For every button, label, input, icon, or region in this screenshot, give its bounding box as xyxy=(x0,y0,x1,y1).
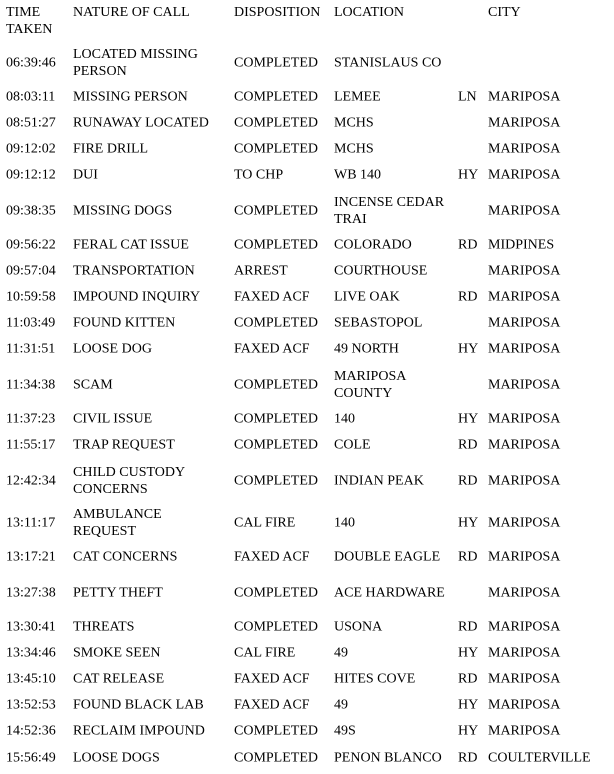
table-row xyxy=(0,110,614,136)
table-row xyxy=(0,136,614,162)
cell-city: MARIPOSA xyxy=(488,377,561,393)
table-row xyxy=(0,284,614,310)
cell-city: MARIPOSA xyxy=(488,437,561,453)
cell-location: 49 xyxy=(334,697,348,713)
cell-city: MARIPOSA xyxy=(488,141,561,157)
cell-time: 12:42:34 xyxy=(6,473,56,489)
cell-street-suffix: RD xyxy=(458,473,478,489)
cell-nature-of-call: CAT CONCERNS xyxy=(73,549,178,565)
cell-city: MARIPOSA xyxy=(488,263,561,279)
cell-disposition: FAXED ACF xyxy=(234,697,310,713)
cell-nature-of-call: AMBULANCE REQUEST xyxy=(73,507,162,539)
cell-time: 09:38:35 xyxy=(6,203,56,219)
cell-time: 13:45:10 xyxy=(6,671,56,687)
cell-nature-of-call: MISSING DOGS xyxy=(73,203,173,219)
cell-street-suffix: HY xyxy=(458,167,479,183)
table-row xyxy=(0,310,614,336)
cell-street-suffix: RD xyxy=(458,750,478,766)
cell-time: 13:52:53 xyxy=(6,697,56,713)
cell-location: LIVE OAK xyxy=(334,289,400,305)
cell-time: 11:31:51 xyxy=(6,341,56,357)
cell-nature-of-call: FOUND BLACK LAB xyxy=(73,697,204,713)
cell-city: MARIPOSA xyxy=(488,585,561,601)
cell-disposition: COMPLETED xyxy=(234,411,318,427)
cell-nature-of-call: SCAM xyxy=(73,377,113,393)
cell-nature-of-call: THREATS xyxy=(73,619,135,635)
cell-nature-of-call: MISSING PERSON xyxy=(73,89,188,105)
cell-location: SEBASTOPOL xyxy=(334,315,423,331)
cell-city: MARIPOSA xyxy=(488,115,561,131)
table-row xyxy=(0,258,614,284)
cell-city: MARIPOSA xyxy=(488,289,561,305)
cell-time: 11:55:17 xyxy=(6,437,56,453)
table-row xyxy=(0,432,614,458)
cell-location: MCHS xyxy=(334,141,374,157)
header-nature-of-call: NATURE OF CALL xyxy=(73,5,190,20)
table-row xyxy=(0,84,614,110)
cell-city: MARIPOSA xyxy=(488,619,561,635)
cell-location: COLE xyxy=(334,437,371,453)
cell-disposition: COMPLETED xyxy=(234,585,318,601)
cell-nature-of-call: CHILD CUSTODY CONCERNS xyxy=(73,465,185,497)
cell-nature-of-call: FERAL CAT ISSUE xyxy=(73,237,189,253)
cell-street-suffix: RD xyxy=(458,671,478,687)
cell-time: 11:03:49 xyxy=(6,315,56,331)
table-row xyxy=(0,232,614,258)
cell-city: MARIPOSA xyxy=(488,723,561,739)
cell-nature-of-call: LOOSE DOGS xyxy=(73,750,160,766)
cell-location: LEMEE xyxy=(334,89,381,105)
cell-street-suffix: RD xyxy=(458,619,478,635)
cell-city: MARIPOSA xyxy=(488,315,561,331)
table-row xyxy=(0,544,614,570)
cell-street-suffix: LN xyxy=(458,89,477,105)
cell-city: MARIPOSA xyxy=(488,671,561,687)
cell-time: 13:34:46 xyxy=(6,645,56,661)
cell-nature-of-call: LOOSE DOG xyxy=(73,341,152,357)
cell-time: 11:37:23 xyxy=(6,411,56,427)
table-row xyxy=(0,458,614,504)
cell-nature-of-call: CIVIL ISSUE xyxy=(73,411,153,427)
cell-street-suffix: HY xyxy=(458,515,479,531)
cell-location: COURTHOUSE xyxy=(334,263,428,279)
table-row xyxy=(0,406,614,432)
cell-disposition: COMPLETED xyxy=(234,750,318,766)
cell-time: 09:12:02 xyxy=(6,141,56,157)
cell-disposition: COMPLETED xyxy=(234,141,318,157)
cell-location: USONA xyxy=(334,619,383,635)
cell-time: 13:27:38 xyxy=(6,585,56,601)
header-location: LOCATION xyxy=(334,5,404,20)
cell-street-suffix: HY xyxy=(458,645,479,661)
cell-city: MARIPOSA xyxy=(488,89,561,105)
table-row xyxy=(0,500,614,546)
cell-disposition: COMPLETED xyxy=(234,437,318,453)
cell-disposition: FAXED ACF xyxy=(234,671,310,687)
cell-location: DOUBLE EAGLE xyxy=(334,549,441,565)
cell-location: 140 xyxy=(334,411,355,427)
cell-nature-of-call: TRAP REQUEST xyxy=(73,437,175,453)
cell-time: 14:52:36 xyxy=(6,723,56,739)
table-row xyxy=(0,666,614,692)
header-disposition: DISPOSITION xyxy=(234,5,321,20)
cell-time: 10:59:58 xyxy=(6,289,56,305)
cell-disposition: COMPLETED xyxy=(234,315,318,331)
cell-location: STANISLAUS CO xyxy=(334,55,442,71)
cell-disposition: COMPLETED xyxy=(234,115,318,131)
cell-time: 13:11:17 xyxy=(6,515,56,531)
cell-nature-of-call: SMOKE SEEN xyxy=(73,645,161,661)
cell-nature-of-call: DUI xyxy=(73,167,98,183)
cell-nature-of-call: CAT RELEASE xyxy=(73,671,165,687)
cell-time: 08:51:27 xyxy=(6,115,56,131)
cell-disposition: CAL FIRE xyxy=(234,515,296,531)
table-row xyxy=(0,188,614,234)
cell-city: MARIPOSA xyxy=(488,167,561,183)
cell-street-suffix: RD xyxy=(458,549,478,565)
table-row xyxy=(0,44,614,82)
cell-disposition: FAXED ACF xyxy=(234,549,310,565)
cell-time: 13:30:41 xyxy=(6,619,56,635)
cell-disposition: COMPLETED xyxy=(234,203,318,219)
cell-location: ACE HARDWARE xyxy=(334,585,445,601)
header-city: CITY xyxy=(488,5,521,20)
cell-city: MARIPOSA xyxy=(488,341,561,357)
cell-location: INCENSE CEDAR TRAI xyxy=(334,195,445,227)
cell-disposition: COMPLETED xyxy=(234,89,318,105)
cell-disposition: COMPLETED xyxy=(234,619,318,635)
cell-disposition: TO CHP xyxy=(234,167,284,183)
cell-time: 11:34:38 xyxy=(6,377,56,393)
cell-city: MIDPINES xyxy=(488,237,555,253)
table-row xyxy=(0,336,614,362)
cell-city: MARIPOSA xyxy=(488,203,561,219)
cell-location: 49S xyxy=(334,723,356,739)
cell-nature-of-call: RECLAIM IMPOUND xyxy=(73,723,205,739)
cell-location: 140 xyxy=(334,515,355,531)
cell-city: MARIPOSA xyxy=(488,697,561,713)
cell-street-suffix: RD xyxy=(458,289,478,305)
cell-time: 09:56:22 xyxy=(6,237,56,253)
cell-time: 06:39:46 xyxy=(6,55,56,71)
header-time-taken: TIME TAKEN xyxy=(6,5,53,37)
cell-nature-of-call: FIRE DRILL xyxy=(73,141,149,157)
cell-street-suffix: HY xyxy=(458,341,479,357)
cell-city: MARIPOSA xyxy=(488,515,561,531)
cell-nature-of-call: IMPOUND INQUIRY xyxy=(73,289,201,305)
cell-disposition: COMPLETED xyxy=(234,723,318,739)
cell-nature-of-call: LOCATED MISSING PERSON xyxy=(73,47,198,79)
cell-location: HITES COVE xyxy=(334,671,416,687)
cell-disposition: COMPLETED xyxy=(234,473,318,489)
cell-city: MARIPOSA xyxy=(488,411,561,427)
cell-street-suffix: HY xyxy=(458,697,479,713)
cell-location: 49 xyxy=(334,645,348,661)
cell-location: MCHS xyxy=(334,115,374,131)
cell-city: COULTERVILLE xyxy=(488,750,591,766)
cell-disposition: COMPLETED xyxy=(234,237,318,253)
cell-disposition: ARREST xyxy=(234,263,288,279)
cell-location: INDIAN PEAK xyxy=(334,473,424,489)
cell-street-suffix: HY xyxy=(458,723,479,739)
table-row xyxy=(0,718,614,744)
cell-time: 15:56:49 xyxy=(6,750,56,766)
cell-time: 09:12:12 xyxy=(6,167,56,183)
cell-nature-of-call: RUNAWAY LOCATED xyxy=(73,115,209,131)
cell-city: MARIPOSA xyxy=(488,473,561,489)
cell-time: 13:17:21 xyxy=(6,549,56,565)
cell-disposition: CAL FIRE xyxy=(234,645,296,661)
cell-disposition: COMPLETED xyxy=(234,55,318,71)
table-row xyxy=(0,570,614,616)
table-row xyxy=(0,692,614,718)
cell-time: 08:03:11 xyxy=(6,89,56,105)
cell-nature-of-call: FOUND KITTEN xyxy=(73,315,176,331)
cell-location: PENON BLANCO xyxy=(334,750,442,766)
cell-location: COLORADO xyxy=(334,237,412,253)
cell-disposition: FAXED ACF xyxy=(234,341,310,357)
cell-nature-of-call: TRANSPORTATION xyxy=(73,263,195,279)
table-row xyxy=(0,162,614,188)
table-row xyxy=(0,614,614,640)
table-row xyxy=(0,640,614,666)
cell-street-suffix: RD xyxy=(458,437,478,453)
cell-location: 49 NORTH xyxy=(334,341,399,357)
table-row xyxy=(0,362,614,408)
table-row xyxy=(0,744,614,772)
cell-location: MARIPOSA COUNTY xyxy=(334,369,406,401)
cell-nature-of-call: PETTY THEFT xyxy=(73,585,163,601)
cell-location: WB 140 xyxy=(334,167,382,183)
cell-disposition: FAXED ACF xyxy=(234,289,310,305)
cell-city: MARIPOSA xyxy=(488,645,561,661)
header-row xyxy=(0,0,614,44)
cell-street-suffix: RD xyxy=(458,237,478,253)
cell-city: MARIPOSA xyxy=(488,549,561,565)
cell-street-suffix: HY xyxy=(458,411,479,427)
cell-disposition: COMPLETED xyxy=(234,377,318,393)
cell-time: 09:57:04 xyxy=(6,263,56,279)
